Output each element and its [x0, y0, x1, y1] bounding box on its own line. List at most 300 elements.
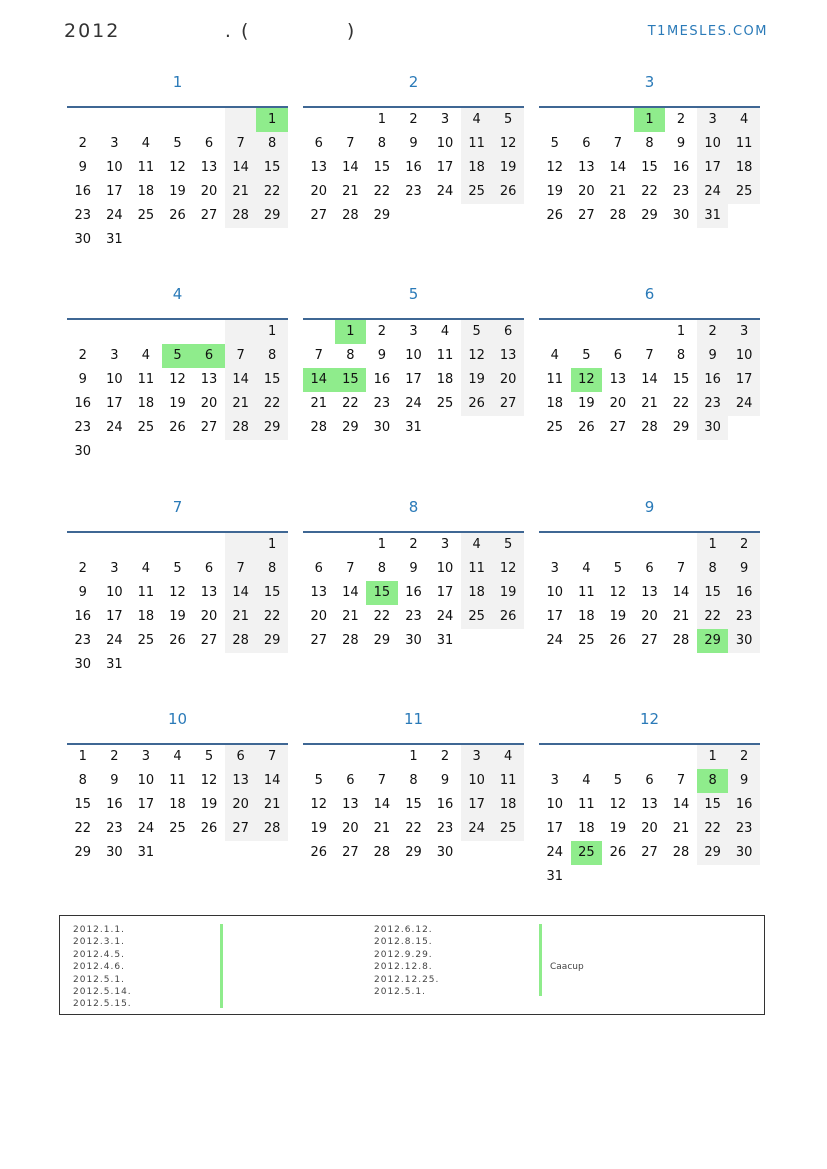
day-cell: 29	[672, 420, 690, 435]
day-cell: 5	[461, 320, 493, 344]
day-cell: 2	[78, 136, 87, 151]
day-cell: 16	[405, 585, 422, 600]
day-cell: 27	[641, 633, 658, 648]
day-cell: 1	[697, 745, 729, 769]
day-empty	[162, 533, 194, 557]
day-cell: 27	[200, 208, 218, 223]
day-cell: 13	[609, 372, 627, 387]
day-empty	[571, 108, 603, 132]
day-empty	[162, 841, 194, 865]
month-name: 6	[644, 285, 655, 303]
day-cell: 9	[440, 773, 450, 788]
day-cell: 22	[697, 817, 729, 841]
day-cell: 24	[436, 184, 454, 199]
day-cell: 28	[225, 204, 257, 228]
day-cell: 19	[169, 396, 186, 411]
day-empty	[665, 865, 697, 889]
day-cell: 10	[137, 773, 155, 788]
day-cell: 21	[672, 609, 690, 624]
day-cell: 21	[373, 821, 391, 836]
day-empty	[539, 108, 571, 132]
day-holiday: 6	[193, 344, 225, 368]
day-cell: 26	[169, 208, 186, 223]
week-row	[539, 344, 760, 368]
day-cell: 2	[409, 537, 418, 552]
day-empty	[225, 108, 257, 132]
day-cell: 22	[74, 821, 92, 836]
day-empty	[461, 204, 493, 228]
day-cell: 27	[310, 208, 328, 223]
day-cell: 15	[256, 368, 288, 392]
day-empty	[130, 653, 162, 677]
week-row	[303, 533, 524, 557]
day-cell: 17	[106, 184, 123, 199]
day-cell: 18	[137, 609, 155, 624]
day-cell: 14	[342, 160, 359, 175]
day-empty	[728, 416, 760, 440]
day-cell: 24	[106, 208, 123, 223]
legend-bar-left	[220, 924, 223, 1008]
day-cell: 30	[436, 845, 454, 860]
day-cell: 23	[436, 821, 454, 836]
day-cell: 31	[436, 633, 454, 648]
day-cell: 11	[728, 132, 760, 156]
day-cell: 25	[728, 180, 760, 204]
day-cell: 25	[461, 605, 493, 629]
week-row	[67, 108, 288, 132]
day-cell: 2	[78, 348, 87, 363]
day-empty	[67, 108, 99, 132]
day-cell: 30	[74, 657, 92, 672]
legend-date: 2012.1.1.	[73, 925, 125, 935]
day-cell: 30	[373, 420, 391, 435]
day-cell: 26	[578, 420, 595, 435]
week-row	[539, 605, 760, 629]
day-cell: 1	[697, 533, 729, 557]
day-cell: 8	[697, 557, 729, 581]
legend-date: 2012.5.1.	[374, 986, 426, 997]
day-cell: 15	[256, 156, 288, 180]
day-cell: 25	[169, 821, 186, 836]
holiday-legend	[59, 915, 765, 1015]
day-cell: 6	[314, 561, 323, 576]
day-cell: 29	[373, 208, 391, 223]
day-cell: 24	[461, 817, 493, 841]
day-empty	[130, 108, 162, 132]
day-cell: 8	[346, 348, 355, 363]
day-empty	[193, 228, 225, 252]
day-cell: 29	[256, 416, 288, 440]
day-cell: 12	[310, 797, 328, 812]
day-cell: 26	[609, 633, 627, 648]
day-cell: 25	[492, 817, 524, 841]
day-cell: 23	[405, 609, 422, 624]
legend-bar-right	[539, 924, 542, 996]
day-empty	[256, 440, 288, 464]
day-cell: 23	[74, 208, 92, 223]
week-row	[303, 557, 524, 581]
day-cell: 10	[546, 585, 564, 600]
day-cell: 28	[310, 420, 328, 435]
day-cell: 13	[310, 160, 328, 175]
week-row	[67, 745, 288, 769]
day-cell: 21	[256, 793, 288, 817]
day-cell: 20	[310, 184, 328, 199]
day-cell: 11	[578, 585, 595, 600]
day-holiday: 15	[335, 368, 367, 392]
day-cell: 10	[106, 372, 123, 387]
week-row	[303, 581, 524, 605]
day-empty	[571, 533, 603, 557]
legend-date: 2012.6.12.	[374, 925, 433, 935]
day-cell: 3	[141, 749, 151, 764]
week-row	[539, 533, 760, 557]
day-cell: 26	[492, 180, 524, 204]
day-cell: 13	[641, 585, 658, 600]
week-row	[539, 204, 760, 228]
day-cell: 10	[106, 585, 123, 600]
day-cell: 2	[110, 749, 119, 764]
day-cell: 31	[697, 204, 729, 228]
day-empty	[665, 533, 697, 557]
day-cell: 20	[578, 184, 595, 199]
month-name: 8	[408, 498, 419, 516]
day-cell: 18	[436, 372, 454, 387]
week-row	[303, 368, 524, 392]
day-cell: 8	[377, 136, 387, 151]
day-empty	[602, 320, 634, 344]
week-row	[67, 440, 288, 464]
day-empty	[461, 841, 493, 865]
day-cell: 21	[641, 396, 658, 411]
month-grid	[67, 318, 288, 464]
day-cell: 11	[137, 372, 155, 387]
day-cell: 31	[405, 420, 422, 435]
day-cell: 15	[405, 797, 422, 812]
day-cell: 18	[578, 609, 595, 624]
day-cell: 17	[697, 156, 729, 180]
day-cell: 17	[546, 821, 564, 836]
day-cell: 26	[169, 633, 186, 648]
day-empty	[193, 841, 225, 865]
month-grid	[303, 106, 524, 228]
week-row	[67, 653, 288, 677]
day-cell: 18	[137, 184, 155, 199]
day-cell: 9	[78, 160, 87, 175]
day-empty	[634, 865, 666, 889]
day-cell: 29	[256, 629, 288, 653]
day-cell: 19	[578, 396, 595, 411]
day-cell: 21	[225, 392, 257, 416]
day-cell: 10	[728, 344, 760, 368]
month-name: 5	[408, 285, 419, 303]
day-cell: 7	[225, 557, 257, 581]
day-cell: 13	[310, 585, 328, 600]
day-cell: 19	[609, 609, 627, 624]
day-empty	[539, 320, 571, 344]
day-cell: 4	[550, 348, 559, 363]
day-cell: 19	[546, 184, 564, 199]
day-cell: 3	[110, 136, 119, 151]
day-cell: 4	[582, 561, 591, 576]
day-cell: 20	[225, 793, 257, 817]
day-cell: 13	[225, 769, 257, 793]
day-cell: 13	[492, 344, 524, 368]
day-cell: 16	[728, 581, 760, 605]
day-cell: 11	[436, 348, 454, 363]
day-cell: 3	[440, 112, 450, 127]
month-name: 11	[403, 710, 424, 728]
day-cell: 29	[373, 633, 391, 648]
month-name: 3	[644, 73, 655, 91]
day-empty	[335, 745, 367, 769]
day-empty	[571, 745, 603, 769]
day-empty	[193, 108, 225, 132]
legend-date: 2012.5.1.	[73, 974, 125, 985]
day-cell: 22	[373, 609, 391, 624]
day-cell: 7	[676, 773, 686, 788]
week-row	[67, 368, 288, 392]
month-grid	[539, 531, 760, 653]
day-cell: 16	[74, 396, 92, 411]
day-cell: 22	[697, 605, 729, 629]
day-empty	[130, 320, 162, 344]
day-cell: 7	[256, 745, 288, 769]
day-cell: 20	[310, 609, 328, 624]
day-cell: 23	[106, 821, 123, 836]
day-cell: 9	[728, 769, 760, 793]
week-row	[67, 533, 288, 557]
day-empty	[634, 533, 666, 557]
day-cell: 27	[342, 845, 359, 860]
day-cell: 31	[137, 845, 155, 860]
day-cell: 27	[609, 420, 627, 435]
day-empty	[225, 653, 257, 677]
day-cell: 15	[74, 797, 92, 812]
week-row	[303, 605, 524, 629]
day-cell: 1	[377, 112, 387, 127]
week-row	[539, 108, 760, 132]
week-row	[67, 344, 288, 368]
day-cell: 12	[492, 132, 524, 156]
day-cell: 3	[110, 348, 119, 363]
day-cell: 20	[200, 396, 218, 411]
day-cell: 28	[609, 208, 627, 223]
day-cell: 10	[697, 132, 729, 156]
day-cell: 2	[440, 749, 450, 764]
day-cell: 21	[342, 184, 359, 199]
day-cell: 11	[461, 557, 493, 581]
day-holiday: 5	[162, 344, 194, 368]
brand-logo[interactable]: T1MESLES.COM	[647, 24, 768, 39]
day-cell: 5	[613, 773, 623, 788]
day-cell: 30	[74, 232, 92, 247]
day-cell: 11	[137, 160, 155, 175]
page-title: 2012 . ( )	[64, 20, 357, 42]
legend-date: 2012.8.15.	[374, 937, 433, 948]
day-cell: 9	[78, 372, 87, 387]
day-cell: 3	[461, 745, 493, 769]
day-cell: 22	[641, 184, 658, 199]
day-empty	[225, 320, 257, 344]
day-cell: 24	[106, 633, 123, 648]
day-cell: 27	[200, 633, 218, 648]
day-cell: 15	[672, 372, 690, 387]
day-cell: 22	[342, 396, 359, 411]
day-cell: 11	[492, 769, 524, 793]
day-empty	[99, 320, 131, 344]
day-cell: 12	[492, 557, 524, 581]
day-cell: 5	[582, 348, 591, 363]
day-cell: 28	[342, 208, 359, 223]
week-row	[539, 769, 760, 793]
day-cell: 3	[697, 108, 729, 132]
day-cell: 2	[377, 324, 387, 339]
day-cell: 21	[342, 609, 359, 624]
day-cell: 30	[74, 444, 92, 459]
day-cell: 31	[546, 869, 564, 884]
day-cell: 28	[256, 817, 288, 841]
day-cell: 8	[409, 773, 418, 788]
week-row	[67, 557, 288, 581]
day-cell: 6	[346, 773, 355, 788]
day-cell: 24	[436, 609, 454, 624]
day-cell: 27	[492, 392, 524, 416]
day-cell: 24	[728, 392, 760, 416]
day-cell: 8	[256, 557, 288, 581]
day-holiday: 29	[697, 629, 729, 653]
month-grid	[67, 743, 288, 865]
week-row	[67, 581, 288, 605]
week-row	[67, 629, 288, 653]
day-empty	[335, 533, 367, 557]
month-name: 12	[639, 710, 660, 728]
day-cell: 6	[645, 773, 654, 788]
legend-note: Caacup	[550, 962, 584, 972]
day-cell: 27	[578, 208, 595, 223]
day-holiday: 8	[697, 769, 729, 793]
day-cell: 1	[78, 749, 87, 764]
day-cell: 18	[728, 156, 760, 180]
legend-date: 2012.12.25.	[374, 974, 440, 985]
day-cell: 6	[645, 561, 654, 576]
day-empty	[335, 108, 367, 132]
day-cell: 25	[461, 180, 493, 204]
day-cell: 9	[697, 344, 729, 368]
day-cell: 6	[613, 348, 623, 363]
day-empty	[162, 228, 194, 252]
day-empty	[602, 865, 634, 889]
week-row	[539, 817, 760, 841]
day-cell: 17	[436, 160, 454, 175]
day-cell: 7	[225, 132, 257, 156]
day-empty	[130, 228, 162, 252]
day-cell: 19	[169, 184, 186, 199]
day-cell: 30	[672, 208, 690, 223]
day-cell: 26	[609, 845, 627, 860]
week-row	[303, 320, 524, 344]
day-empty	[492, 629, 524, 653]
day-cell: 19	[169, 609, 186, 624]
day-cell: 18	[461, 581, 493, 605]
day-cell: 24	[405, 396, 422, 411]
day-cell: 20	[492, 368, 524, 392]
day-cell: 25	[137, 208, 155, 223]
day-cell: 10	[546, 797, 564, 812]
week-row	[67, 817, 288, 841]
week-row	[303, 745, 524, 769]
day-cell: 29	[256, 204, 288, 228]
day-cell: 30	[697, 416, 729, 440]
day-cell: 2	[78, 561, 87, 576]
day-cell: 15	[697, 793, 729, 817]
day-cell: 29	[697, 841, 729, 865]
day-cell: 25	[137, 420, 155, 435]
day-cell: 5	[204, 749, 214, 764]
week-row	[539, 320, 760, 344]
day-empty	[99, 440, 131, 464]
month-grid	[539, 318, 760, 440]
day-cell: 11	[578, 797, 595, 812]
day-cell: 30	[405, 633, 422, 648]
day-cell: 16	[106, 797, 123, 812]
day-cell: 3	[440, 537, 450, 552]
day-cell: 7	[377, 773, 387, 788]
day-cell: 28	[641, 420, 658, 435]
day-cell: 5	[550, 136, 559, 151]
day-cell: 7	[676, 561, 686, 576]
day-cell: 26	[461, 392, 493, 416]
week-row	[67, 793, 288, 817]
day-cell: 15	[256, 581, 288, 605]
day-cell: 7	[314, 348, 323, 363]
day-cell: 24	[546, 633, 564, 648]
day-cell: 14	[256, 769, 288, 793]
day-empty	[303, 533, 335, 557]
day-cell: 4	[492, 745, 524, 769]
day-empty	[256, 228, 288, 252]
day-empty	[67, 320, 99, 344]
day-cell: 16	[436, 797, 454, 812]
day-cell: 14	[225, 581, 257, 605]
day-empty	[602, 533, 634, 557]
month-grid	[539, 743, 760, 889]
day-cell: 2	[676, 112, 686, 127]
week-row	[303, 132, 524, 156]
day-cell: 5	[613, 561, 623, 576]
week-row	[303, 769, 524, 793]
day-cell: 4	[173, 749, 182, 764]
day-cell: 13	[578, 160, 595, 175]
day-cell: 12	[461, 344, 493, 368]
day-cell: 18	[461, 156, 493, 180]
week-row	[303, 344, 524, 368]
week-row	[67, 156, 288, 180]
day-cell: 4	[461, 533, 493, 557]
week-row	[539, 368, 760, 392]
day-cell: 26	[310, 845, 328, 860]
day-cell: 5	[314, 773, 323, 788]
day-empty	[571, 320, 603, 344]
day-empty	[130, 533, 162, 557]
day-cell: 17	[728, 368, 760, 392]
day-cell: 18	[169, 797, 186, 812]
week-row	[539, 557, 760, 581]
week-row	[67, 320, 288, 344]
day-empty	[634, 320, 666, 344]
day-cell: 7	[613, 136, 623, 151]
day-cell: 20	[200, 184, 218, 199]
